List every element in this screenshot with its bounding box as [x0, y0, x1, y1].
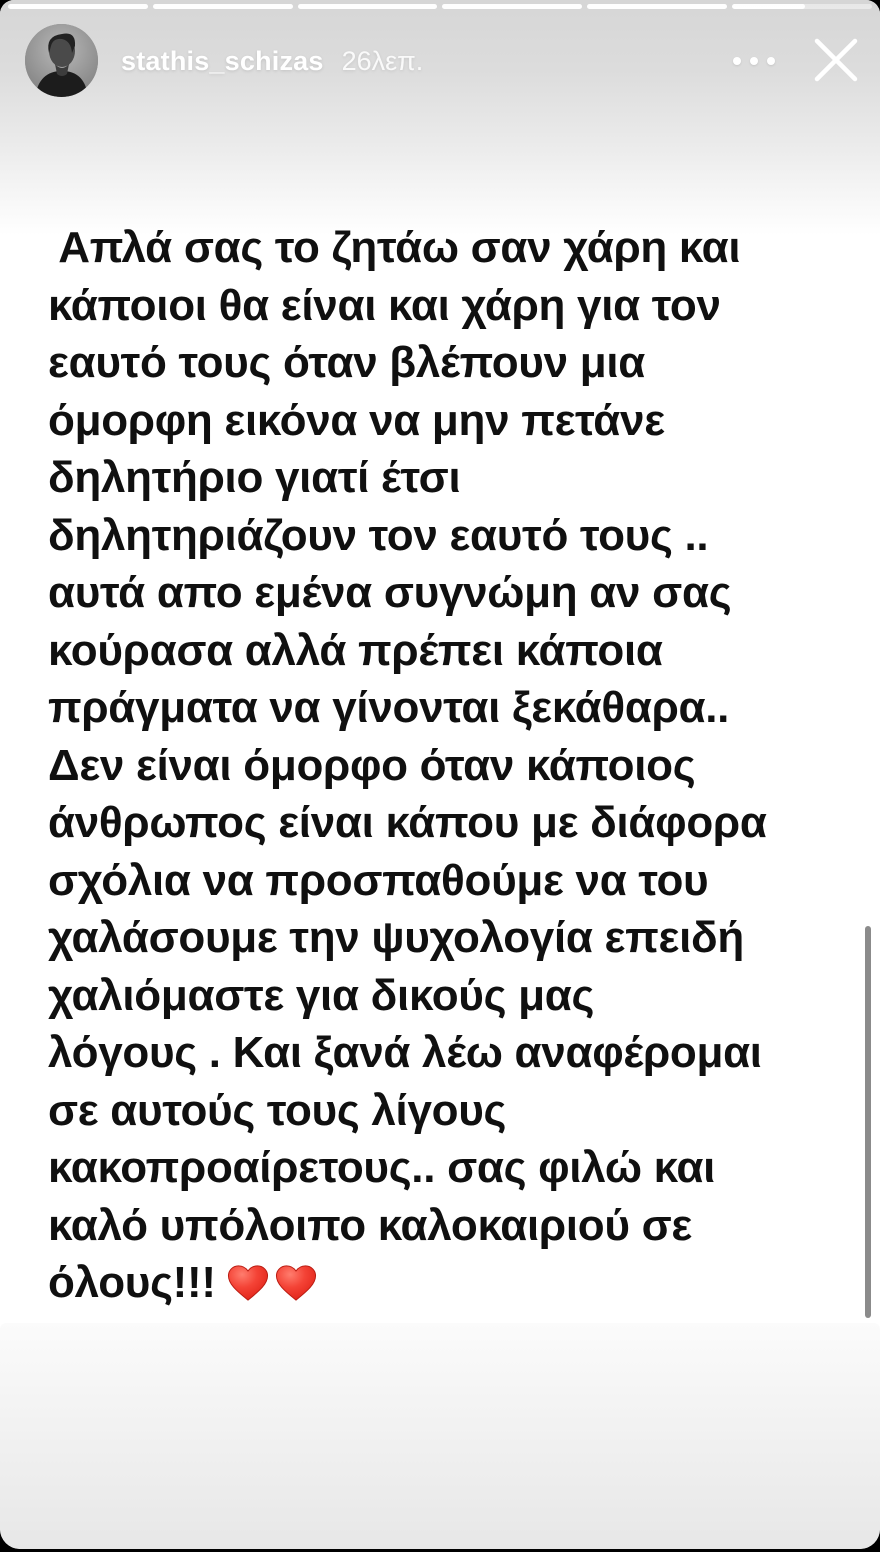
text-line: κάποιοι θα είναι και χάρη για τον [48, 280, 721, 330]
text-line: Απλά σας το ζητάω σαν χάρη και [48, 223, 741, 272]
text-line: όλους!!! [48, 1258, 216, 1307]
ellipsis-dot [733, 57, 741, 65]
text-line: σε αυτούς τους λίγους [48, 1085, 507, 1135]
text-line: πράγματα να γίνονται ξεκάθαρα.. [48, 683, 730, 732]
ellipsis-dot [750, 57, 758, 65]
red-heart-emoji [226, 1260, 270, 1306]
avatar-portrait-image [25, 24, 98, 97]
story-timestamp: 26λεπ. [341, 45, 424, 76]
ellipsis-dot [767, 57, 775, 65]
text-line: καλό υπόλοιπο καλοκαιριού σε [48, 1200, 692, 1250]
text-line: εαυτό τους όταν βλέπουν μια [48, 338, 646, 387]
username[interactable]: stathis_schizas [121, 45, 324, 76]
text-line: σχόλια να προσπαθούμε να του [48, 855, 709, 905]
more-options-icon[interactable] [728, 44, 780, 78]
close-x-glyph [811, 36, 861, 84]
text-line: αυτά απο εμένα συγνώμη αν σας [48, 568, 732, 617]
red-heart-emoji [274, 1260, 318, 1306]
text-line: κούρασα αλλά πρέπει κάποια [48, 625, 663, 675]
text-line: χαλιόμαστε για δικούς μας [48, 970, 595, 1020]
footer-gray-area [0, 1323, 880, 1549]
text-line: άνθρωπος είναι κάπου με διάφορα [48, 798, 767, 847]
avatar[interactable] [25, 24, 98, 97]
text-line: Δεν είναι όμορφο όταν κάποιος [48, 740, 696, 790]
scrollbar[interactable] [865, 926, 871, 1318]
hearts-row [226, 1254, 322, 1312]
story-header [0, 0, 880, 120]
story-text-block [48, 219, 848, 1312]
user-info [121, 42, 423, 80]
close-icon[interactable] [808, 33, 864, 87]
text-line: χαλάσουμε την ψυχολογία επειδή [48, 913, 744, 962]
text-line: δηλητήριο γιατί έτσι [48, 453, 461, 502]
text-line: λόγους . Και ξανά λέω αναφέρομαι [48, 1028, 762, 1077]
text-line-last [48, 1254, 848, 1312]
text-line: όμορφη εικόνα να μην πετάνε [48, 395, 665, 445]
text-line: δηλητηριάζουν τον εαυτό τους .. [48, 510, 709, 560]
text-line: κακοπροαίρετους.. σας φιλώ και [48, 1143, 716, 1192]
